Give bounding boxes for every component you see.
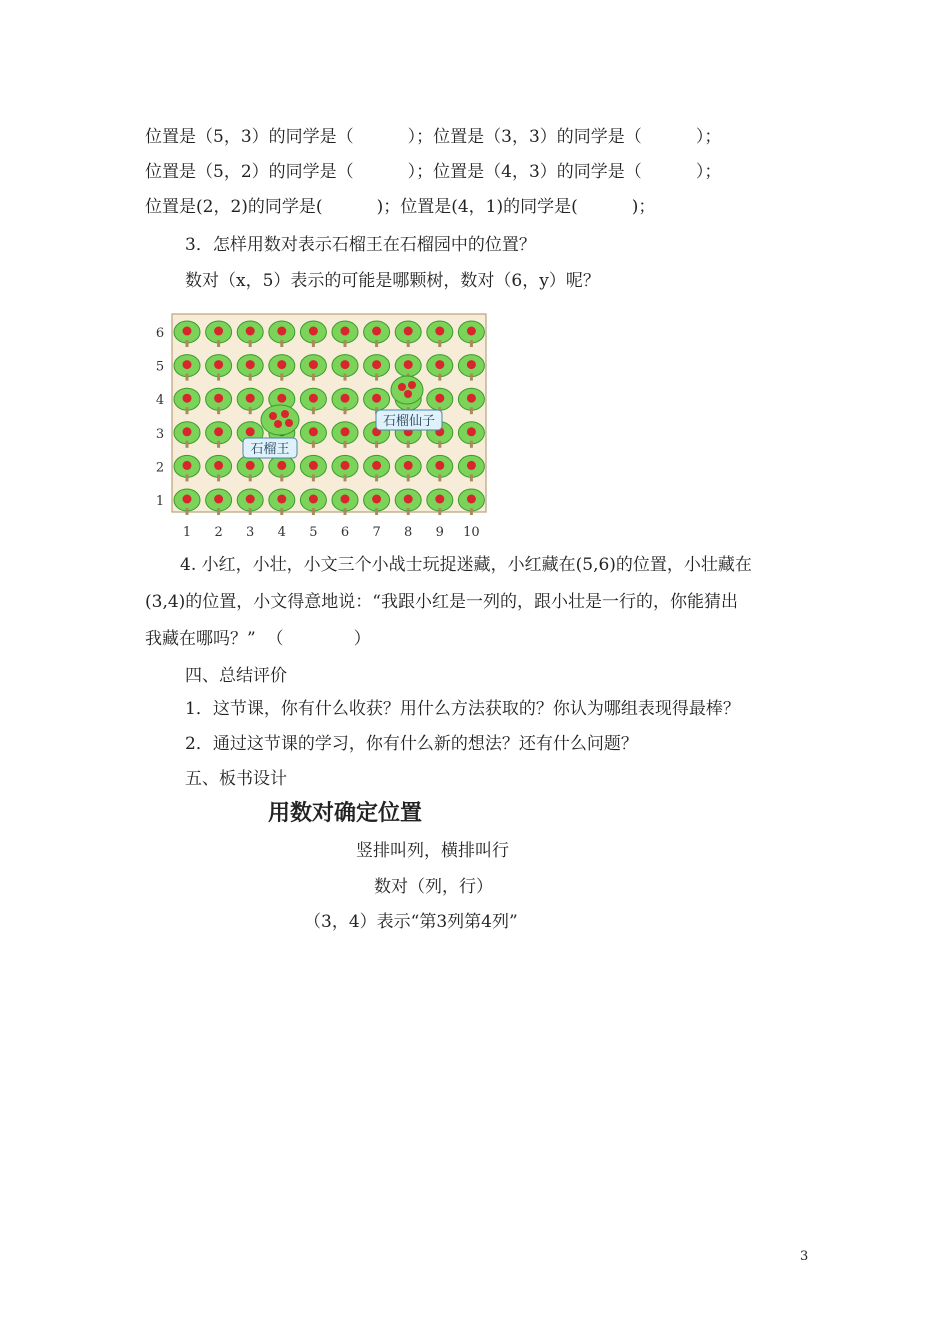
text-line: 位置是(2，2)的同学是( )；位置是(4，1)的同学是( )； <box>145 197 656 217</box>
col-label: 9 <box>435 525 444 540</box>
board-line: 竖排叫列，横排叫行 <box>356 841 509 861</box>
col-label: 7 <box>372 525 381 540</box>
row-label: 6 <box>155 326 165 341</box>
board-title: 用数对确定位置 <box>268 801 423 826</box>
text-line: 位置是（5，3）的同学是（ ）；位置是（3，3）的同学是（ ）； <box>145 127 722 147</box>
question-4-answer: 我藏在哪吗？” （ ） <box>145 629 371 649</box>
row-label: 1 <box>155 494 165 509</box>
question-4: 4. 小红，小壮，小文三个小战士玩捉迷藏，小红藏在(5,6)的位置，小壮藏在 <box>180 555 752 575</box>
pomegranate-orchard-figure <box>150 312 490 544</box>
board-line: （3，4）表示“第3列第4列” <box>304 912 518 932</box>
fairy-tree <box>391 376 423 404</box>
col-label: 4 <box>277 525 286 540</box>
row-label: 4 <box>155 393 165 409</box>
king-tag-label: 石榴王 <box>250 442 290 457</box>
row-label: 3 <box>155 426 165 442</box>
section-heading: 四、总结评价 <box>185 666 287 686</box>
king-tree <box>261 405 299 435</box>
question-3-sub: 数对（x，5）表示的可能是哪颗树，数对（6，y）呢？ <box>185 271 600 291</box>
page-number: 3 <box>800 1249 809 1264</box>
col-label: 10 <box>463 525 480 540</box>
section-heading: 五、板书设计 <box>185 769 287 789</box>
fairy-tag <box>376 410 442 430</box>
text-line: 位置是（5，2）的同学是（ ）；位置是（4，3）的同学是（ ）； <box>145 162 722 182</box>
col-label: 6 <box>340 525 350 540</box>
question-4-cont: (3,4)的位置，小文得意地说：“我跟小红是一列的，跟小壮是一行的，你能猜出 <box>145 592 738 612</box>
king-tag <box>243 438 297 458</box>
col-label: 3 <box>246 525 255 540</box>
review-item-2: 2．通过这节课的学习，你有什么新的想法？还有什么问题？ <box>185 734 638 754</box>
row-label: 2 <box>155 460 165 476</box>
review-item-1: 1．这节课，你有什么收获？用什么方法获取的？你认为哪组表现得最棒？ <box>185 699 740 719</box>
row-label: 5 <box>155 359 165 375</box>
fairy-tag-label: 石榴仙子 <box>382 414 436 429</box>
board-line: 数对（列，行） <box>374 877 493 897</box>
col-label: 2 <box>214 525 223 540</box>
col-label: 1 <box>182 525 192 540</box>
question-3: 3．怎样用数对表示石榴王在石榴园中的位置？ <box>185 235 536 255</box>
col-label: 8 <box>404 525 413 540</box>
col-label: 5 <box>309 525 318 540</box>
